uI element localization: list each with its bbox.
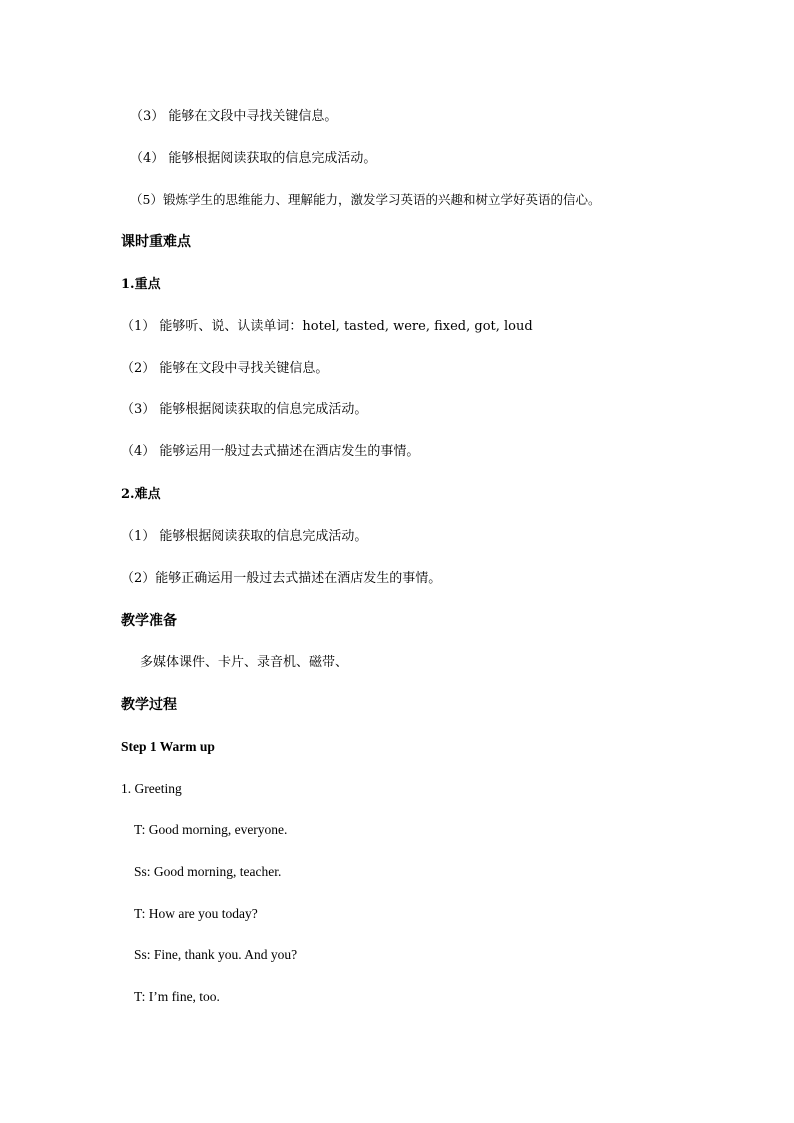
key-point-2: （2） 能够在文段中寻找关键信息。 — [121, 361, 329, 376]
preparation-text: 多媒体课件、卡片、录音机、磁带、 — [140, 655, 349, 670]
dialogue-line: T: How are you today? — [134, 906, 258, 921]
key-point-4: （4） 能够运用一般过去式描述在酒店发生的事情。 — [121, 444, 420, 459]
step1-heading: Step 1 Warm up — [121, 739, 215, 754]
dialogue-line: Ss: Fine, thank you. And you? — [134, 947, 298, 962]
key-point-1: （1） 能够听、说、认读单词：hotel, tasted, were, fixed, got, loud — [121, 319, 533, 334]
dialogue-line: T: Good morning, everyone. — [134, 822, 288, 837]
key-points-heading: 1.重点 — [121, 277, 161, 292]
difficult-points-heading: 2.难点 — [121, 487, 161, 502]
key-point-3: （3） 能够根据阅读获取的信息完成活动。 — [121, 402, 368, 417]
objective-4: （4） 能够根据阅读获取的信息完成活动。 — [130, 151, 377, 166]
objective-5: （5）锻炼学生的思维能力、理解能力，激发学习英语的兴趣和树立学好英语的信心。 — [130, 192, 601, 207]
preparation-heading: 教学准备 — [121, 613, 177, 629]
greeting-title: 1. Greeting — [121, 781, 182, 796]
key-difficult-heading: 课时重难点 — [121, 234, 191, 250]
dialogue-line: Ss: Good morning, teacher. — [134, 864, 282, 879]
difficult-point-2: （2）能够正确运用一般过去式描述在酒店发生的事情。 — [121, 571, 442, 586]
objective-3: （3） 能够在文段中寻找关键信息。 — [130, 109, 338, 124]
process-heading: 教学过程 — [121, 697, 177, 713]
difficult-point-1: （1） 能够根据阅读获取的信息完成活动。 — [121, 529, 368, 544]
dialogue-line: T: I’m fine, too. — [134, 989, 220, 1004]
